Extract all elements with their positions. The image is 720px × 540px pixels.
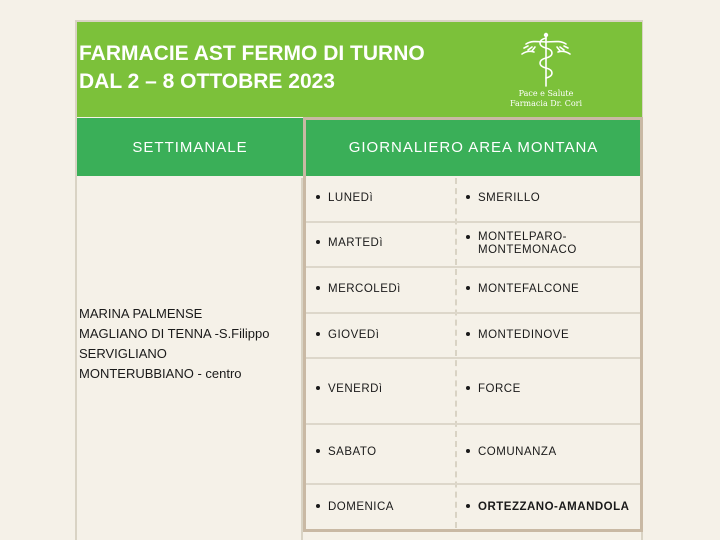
place-cell-tuesday <box>466 231 577 257</box>
logo-text-line-1: Pace e Salute <box>518 89 574 98</box>
day-cell-friday <box>316 383 383 396</box>
place-label: ORTEZZANO-AMANDOLA <box>478 501 630 513</box>
weekly-column-header <box>77 118 303 176</box>
bullet-icon <box>316 195 320 199</box>
place-label: SMERILLO <box>478 192 541 204</box>
day-cell-tuesday <box>316 237 383 250</box>
title-line-2: DAL 2 – 8 OTTOBRE 2023 <box>79 70 335 93</box>
day-cell-monday <box>316 192 373 205</box>
bullet-icon <box>466 195 470 199</box>
day-cell-thursday <box>316 329 379 342</box>
day-cell-sunday <box>316 501 394 514</box>
bullet-icon <box>466 286 470 290</box>
place-cell-friday <box>466 383 521 396</box>
place-label-line-2: MONTEMONACO <box>478 244 577 256</box>
place-cell-saturday <box>466 446 557 459</box>
logo-text-line-2: Farmacia Dr. Cori <box>509 99 583 108</box>
row-divider <box>306 221 640 223</box>
bullet-icon <box>466 235 470 239</box>
bullet-icon <box>466 449 470 453</box>
day-label: VENERDì <box>328 383 383 395</box>
weekly-pharmacy: MAGLIANO DI TENNA -S.Filippo <box>79 326 270 341</box>
row-divider <box>306 423 640 425</box>
bullet-icon <box>316 240 320 244</box>
weekly-column-title: SETTIMANALE <box>132 138 248 156</box>
weekly-pharmacy: SERVIGLIANO <box>79 346 167 361</box>
bullet-icon <box>466 504 470 508</box>
bullet-icon <box>316 286 320 290</box>
bullet-icon <box>316 332 320 336</box>
page-title <box>79 40 479 96</box>
bullet-icon <box>466 386 470 390</box>
pharmacy-logo <box>496 30 596 112</box>
weekly-pharmacy-list <box>79 304 269 384</box>
row-divider <box>306 483 640 485</box>
row-divider <box>306 312 640 314</box>
place-cell-wednesday <box>466 283 579 296</box>
daily-schedule-box <box>303 117 643 532</box>
daily-column-title: GIORNALIERO AREA MONTANA <box>348 138 599 156</box>
day-label: SABATO <box>328 446 377 458</box>
row-divider <box>306 266 640 268</box>
day-cell-wednesday <box>316 283 401 296</box>
caduceus-icon <box>518 30 574 88</box>
weekly-pharmacy: MONTERUBBIANO - centro <box>79 366 242 381</box>
place-label: MONTEFALCONE <box>478 283 580 295</box>
day-label: DOMENICA <box>328 501 394 513</box>
day-label: LUNEDì <box>328 192 374 204</box>
bullet-icon <box>316 504 320 508</box>
place-label: MONTEDINOVE <box>478 329 570 341</box>
place-label-line-1: MONTELPARO- <box>478 231 567 243</box>
place-label: FORCE <box>478 383 521 395</box>
day-label: GIOVEDì <box>328 329 380 341</box>
bullet-icon <box>316 449 320 453</box>
place-cell-sunday <box>466 501 629 514</box>
day-label: MARTEDì <box>328 237 384 249</box>
place-label: COMUNANZA <box>478 446 557 458</box>
place-cell-thursday <box>466 329 569 342</box>
weekly-pharmacy: MARINA PALMENSE <box>79 306 203 321</box>
row-divider <box>306 357 640 359</box>
column-divider <box>455 178 457 528</box>
bullet-icon <box>316 386 320 390</box>
bullet-icon <box>466 332 470 336</box>
title-line-1: FARMACIE AST FERMO DI TURNO <box>79 42 425 65</box>
day-label: MERCOLEDì <box>328 283 401 295</box>
day-cell-saturday <box>316 446 377 459</box>
place-cell-monday <box>466 192 540 205</box>
